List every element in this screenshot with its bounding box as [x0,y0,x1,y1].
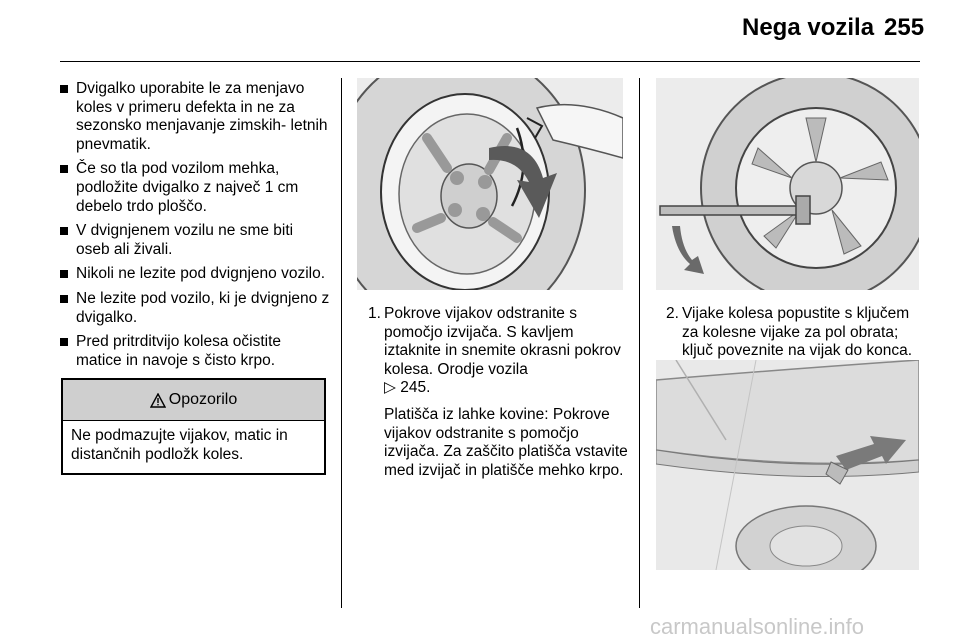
header-divider [60,61,920,62]
column-divider-left [341,78,342,608]
step-number: 1. [368,305,381,322]
bullet-square-icon [60,85,68,93]
list-item: Pred pritrditvijo kolesa očistite matice in navoje s čisto krpo. [60,333,330,370]
page-reference[interactable]: 245. [400,379,431,397]
warning-title: Opozorilo [168,391,238,408]
warning-box [61,378,326,475]
step-1 [368,305,628,488]
warning-triangle-icon [150,393,166,408]
wheel-wrench-illustration [656,78,919,290]
step-number: 2. [666,305,679,322]
bullet-square-icon [60,165,68,173]
step-2 [666,305,926,361]
list-item: Ne lezite pod vozilo, ki je dvignjeno z dvigalko. [60,290,330,327]
bullet-square-icon [60,227,68,235]
hubcap-removal-illustration [357,78,623,290]
list-item: Dvigalko uporabite le za menjavo koles v primeru defekta in ne za sezonsko menjavanje zimskih- letnih pnevmatik. [60,80,330,154]
step-2-text: Vijake kolesa popustite s ključem za kolesne vijake za pol obrata; ključ poveznite na vijak do konca. [682,305,913,360]
step-1-text: Pokrove vijakov odstranite s pomočjo izvijača. S kavljem iztaknite in snemite okrasni pokrov kolesa. Orodje vozila [384,305,621,378]
warning-text: Ne podmazujte vijakov, matic in distančnih podložk koles. [71,427,288,463]
list-item: V dvignjenem vozilu ne sme biti oseb ali živali. [60,222,330,259]
page-number: 255 [884,14,925,41]
bullet-square-icon [60,338,68,346]
warning-header [63,380,324,421]
list-item: Če so tla pod vozilom mehka, podložite dvigalko z največ 1 cm debelo trdo ploščo. [60,160,330,216]
bullet-list [60,80,330,376]
column-divider-right [639,78,640,608]
arrow-ref-icon: ▷ [384,379,396,397]
jack-position-illustration [656,360,919,570]
bullet-square-icon [60,270,68,278]
bullet-square-icon [60,295,68,303]
header-title: Nega vozila [742,14,875,41]
step-1-note: Platišča iz lahke kovine: Pokrove vijakov odstranite s pomočjo izvijača. Za zaščito platišča vstavite med izvijač in platišče mehko krpo. [384,405,628,479]
list-item: Nikoli ne lezite pod dvignjeno vozilo. [60,265,330,284]
watermark: carmanualsonline.info [650,614,865,639]
